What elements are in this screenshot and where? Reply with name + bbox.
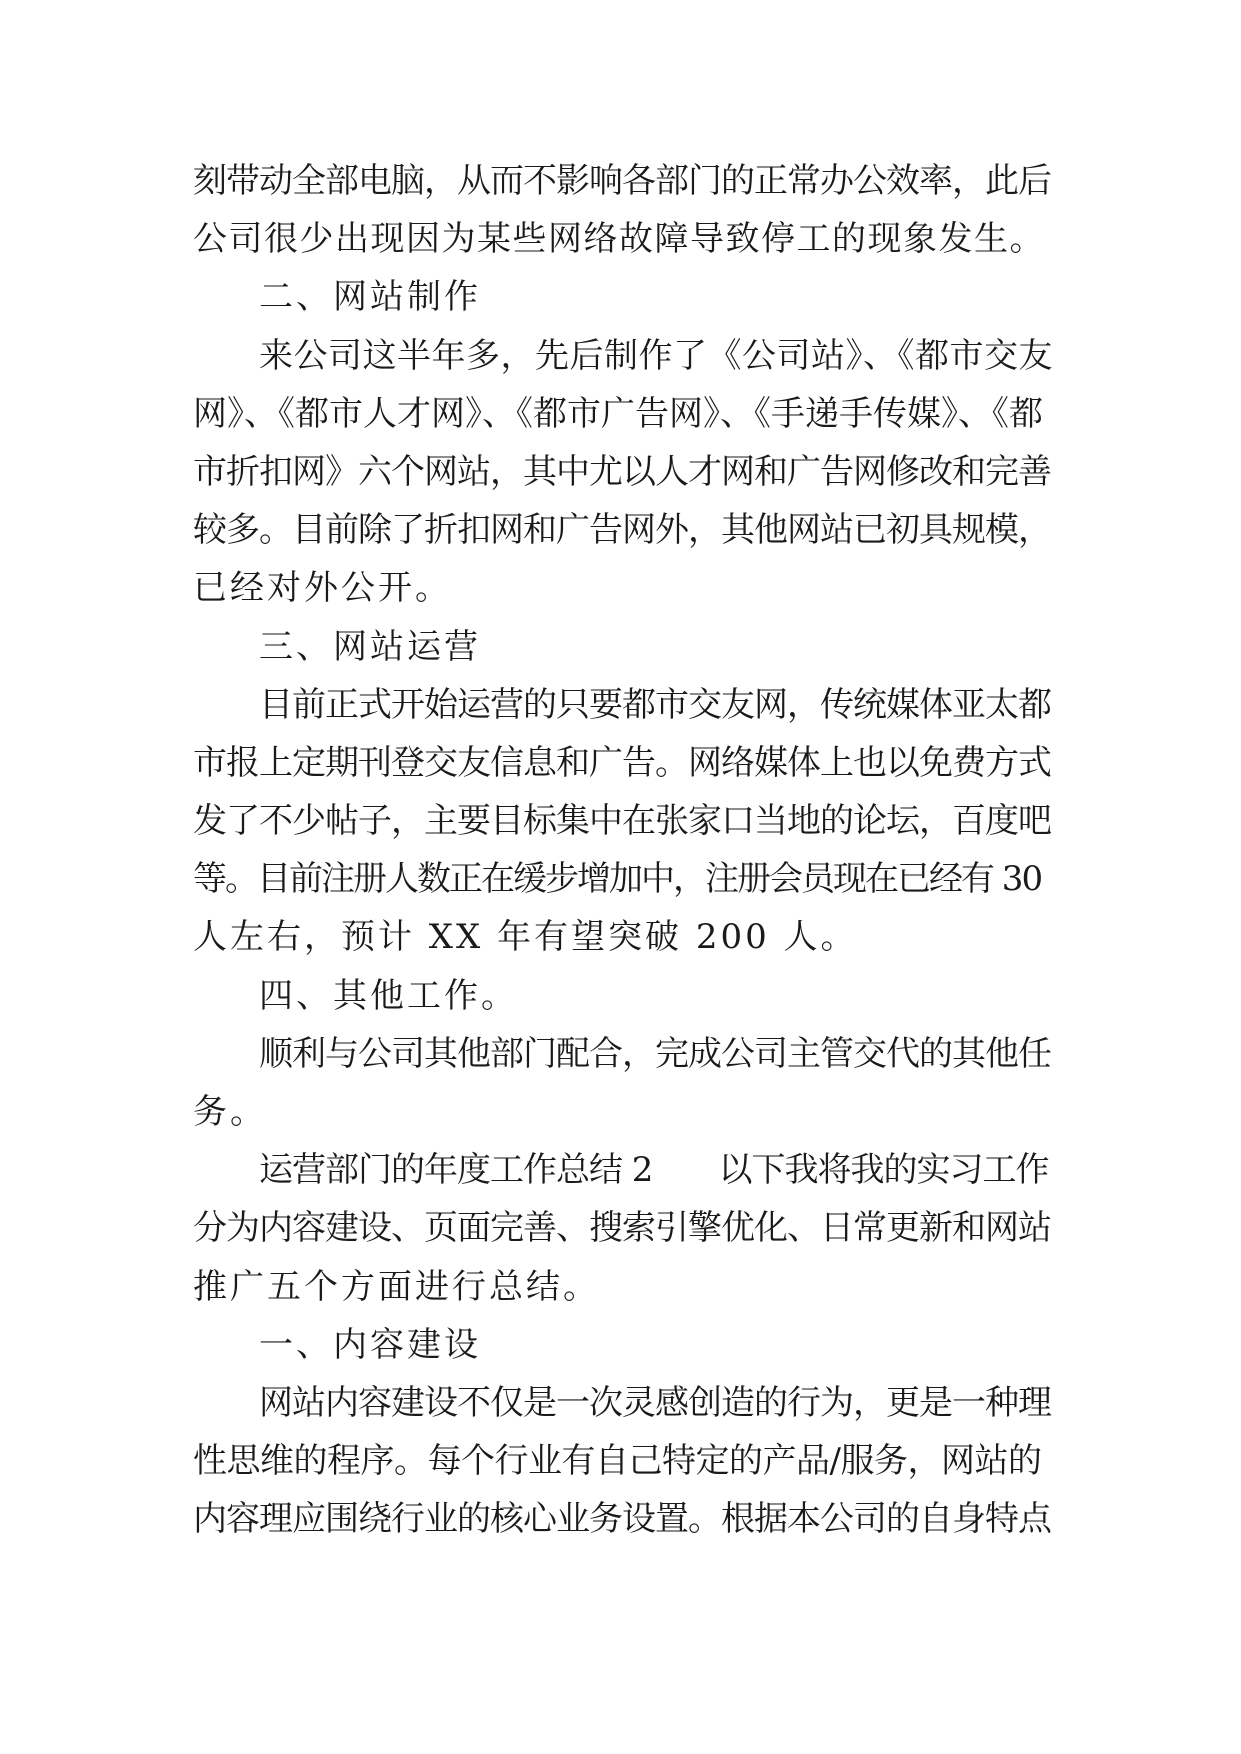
paragraph-line: 顺利与公司其他部门配合，完成公司主管交代的其他任 <box>259 1033 1051 1074</box>
section-heading: 四、其他工作。 <box>259 975 518 1016</box>
section-heading: 一、内容建设 <box>259 1324 481 1365</box>
paragraph-line: 刻带动全部电脑，从而不影响各部门的正常办公效率，此后 <box>193 161 1051 201</box>
paragraph-line: 网站内容建设不仅是一次灵感创造的行为，更是一种理 <box>259 1382 1051 1423</box>
paragraph-line: 来公司这半年多，先后制作了《公司站》、《都市交友 <box>259 335 1053 376</box>
paragraph-line: 人左右，预计 XX 年有望突破 200 人。 <box>193 917 858 958</box>
paragraph-line: 内容理应围绕行业的核心业务设置。根据本公司的自身特点 <box>193 1499 1051 1540</box>
section-heading: 三、网站运营 <box>259 626 481 667</box>
paragraph-line: 已经对外公开。 <box>193 568 452 609</box>
paragraph-line: 分为内容建设、页面完善、搜索引擎优化、日常更新和网站 <box>193 1208 1051 1249</box>
paragraph-line: 市报上定期刊登交友信息和广告。网络媒体上也以免费方式 <box>193 742 1051 783</box>
paragraph-line: 推广五个方面进行总结。 <box>193 1266 600 1307</box>
paragraph-line: 网》、《都市人才网》、《都市广告网》、《手递手传媒》、《都 <box>193 393 1043 434</box>
section-heading: 二、网站制作 <box>259 277 481 318</box>
paragraph-line: 运营部门的年度工作总结 2 以下我将我的实习工作 <box>259 1150 1049 1191</box>
paragraph-line: 性思维的程序。每个行业有自己特定的产品/服务，网站的 <box>193 1441 1042 1482</box>
paragraph-line: 发了不少帖子，主要目标集中在张家口当地的论坛，百度吧 <box>193 801 1051 842</box>
paragraph-line: 较多。目前除了折扣网和广告网外，其他网站已初具规模， <box>193 510 1051 551</box>
paragraph-line: 务。 <box>193 1092 267 1132</box>
paragraph-line: 等。目前注册人数正在缓步增加中，注册会员现在已经有 30 <box>193 859 1042 900</box>
paragraph-line: 目前正式开始运营的只要都市交友网，传统媒体亚太都 <box>259 684 1051 725</box>
paragraph-line: 公司很少出现因为某些网络故障导致停工的现象发生。 <box>193 219 1045 260</box>
paragraph-line: 市折扣网》六个网站，其中尤以人才网和广告网修改和完善 <box>193 451 1051 492</box>
document-body <box>193 152 1053 1549</box>
